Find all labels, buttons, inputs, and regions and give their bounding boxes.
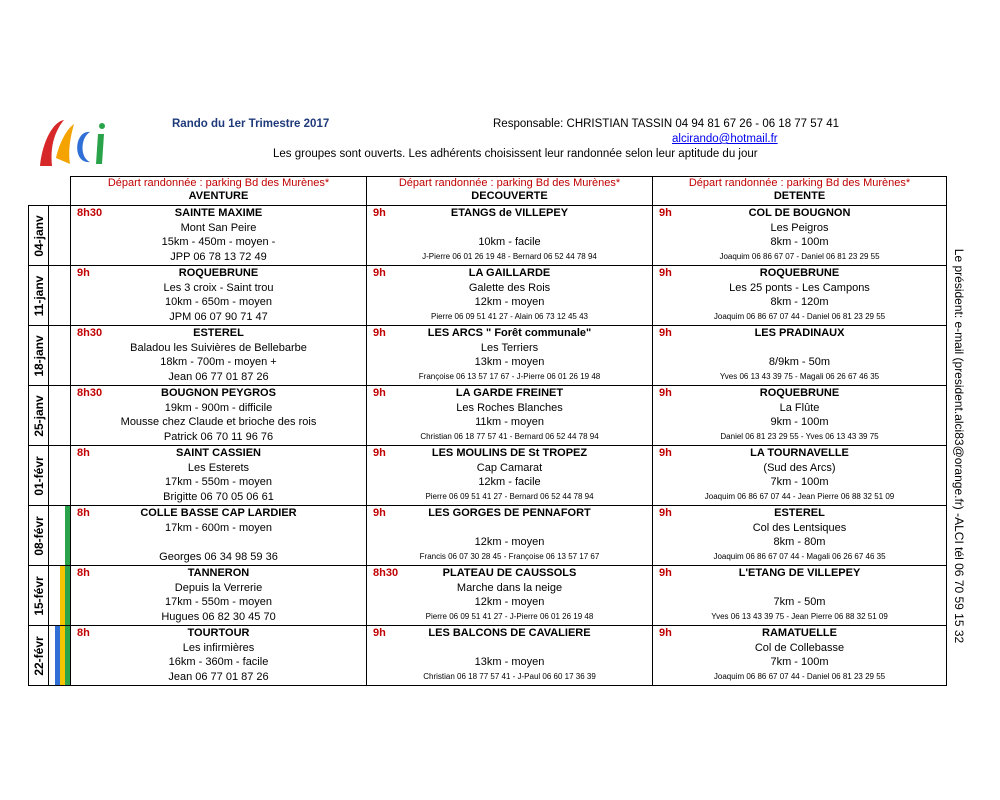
color-strip-cell (49, 266, 71, 326)
hike-detail (367, 641, 652, 656)
color-strip-cell (49, 626, 71, 686)
date-cell (29, 206, 49, 266)
column-header-decouverte: Départ randonnée : parking Bd des Murènes* DECOUVERTE (367, 177, 653, 206)
hike-detail: Les 3 croix - Saint trou (163, 281, 274, 294)
date-cell (29, 566, 49, 626)
hike-detail: Les Peigros (770, 221, 829, 234)
hike-cell (653, 626, 947, 686)
hike-name: LA GARDE FREINET (455, 387, 564, 399)
hike-cell (367, 566, 653, 626)
hike-detail: 17km - 550m - moyen (165, 476, 272, 489)
column-header-row (29, 177, 947, 206)
hike-cell (367, 626, 653, 686)
hike-contact: Hugues 06 82 30 45 70 (161, 611, 276, 624)
departure-time: 9h (373, 447, 386, 459)
date-cell (29, 506, 49, 566)
hike-detail: Les Roches Blanches (456, 401, 563, 414)
hike-detail: 7km - 100m (770, 656, 829, 669)
logo-letter-i (96, 134, 104, 164)
hike-cell (367, 206, 653, 266)
hike-name: ETANGS de VILLEPEY (450, 207, 569, 219)
color-strip-cell (49, 206, 71, 266)
hike-detail: Baladou les Suivières de Bellebarbe (130, 341, 307, 354)
hike-cell (653, 506, 947, 566)
hike-detail: 8/9km - 50m (768, 356, 831, 369)
hike-detail: Mont San Peire (180, 221, 257, 234)
email-link[interactable]: alcirando@hotmail.fr (672, 133, 778, 145)
hike-name: COL DE BOUGNON (748, 207, 851, 219)
hike-contact: Christian 06 18 77 57 41 - J-Paul 06 60 17 36 39 (423, 672, 596, 682)
date-cell (29, 626, 49, 686)
hike-detail (653, 341, 946, 356)
logo-letter-c (77, 132, 90, 162)
hike-name: L'ETANG DE VILLEPEY (738, 567, 861, 579)
hike-detail: 13km - moyen (474, 656, 545, 669)
hike-detail: 18km - 700m - moyen + (160, 356, 277, 369)
column-header-detente: Départ randonnée : parking Bd des Murènes* DETENTE (653, 177, 947, 206)
departure-time: 8h (77, 447, 90, 459)
hike-name: ESTEREL (774, 507, 825, 519)
hike-cell (71, 326, 367, 386)
hike-cell (653, 206, 947, 266)
hike-cell (653, 266, 947, 326)
color-strip (65, 506, 70, 565)
schedule-row (29, 626, 947, 686)
date-cell (29, 326, 49, 386)
hike-detail: Les Terriers (480, 341, 539, 354)
hike-name: ROQUEBRUNE (759, 387, 840, 399)
hike-cell (71, 566, 367, 626)
hike-name: LA TOURNAVELLE (750, 447, 849, 459)
color-strip-cell (49, 386, 71, 446)
hike-cell (653, 446, 947, 506)
hike-detail: Les infirmières (182, 641, 255, 654)
departure-time: 9h (373, 327, 386, 339)
departure-time: 9h (373, 267, 386, 279)
hike-detail: Les Esterets (187, 461, 250, 474)
hike-detail: 7km - 100m (770, 476, 829, 489)
hike-detail (71, 535, 366, 550)
hike-contact: J-Pierre 06 01 26 19 48 - Bernard 06 52 44 78 94 (422, 252, 597, 262)
hike-detail: La Flûte (779, 401, 820, 414)
hike-detail: 9km - 100m (770, 416, 829, 429)
hike-contact: Françoise 06 13 57 17 67 - J-Pierre 06 01 26 19 48 (418, 372, 601, 382)
hike-detail: 11km - moyen (475, 416, 544, 429)
hike-contact: Joaquim 06 86 67 07 - Daniel 06 81 23 29 55 (719, 252, 880, 262)
hike-name: BOUGNON PEYGROS (161, 387, 276, 399)
schedule-row (29, 326, 947, 386)
schedule-row (29, 206, 947, 266)
hike-cell (367, 266, 653, 326)
color-strip-cell (49, 566, 71, 626)
hike-detail: 8km - 120m (770, 296, 829, 309)
hike-detail: Col de Collebasse (754, 641, 845, 654)
hike-name: ROQUEBRUNE (759, 267, 840, 279)
hike-contact: JPM 06 07 90 71 47 (169, 311, 268, 324)
hike-cell (71, 206, 367, 266)
hike-detail: 12km - facile (478, 476, 541, 489)
hike-contact: Joaquim 06 86 67 07 44 - Daniel 06 81 23 29 55 (713, 312, 886, 322)
hike-name: LES BALCONS DE CAVALIERE (428, 627, 591, 639)
date-label: 22-févr (31, 635, 46, 676)
departure-time: 8h30 (77, 387, 103, 399)
hike-contact: Jean 06 77 01 87 26 (168, 371, 269, 384)
departure-time: 8h (77, 507, 90, 519)
hike-detail (367, 221, 652, 236)
color-strip-cell (49, 446, 71, 506)
hike-detail: (Sud des Arcs) (763, 461, 836, 474)
hike-contact: Pierre 06 09 51 41 27 - Bernard 06 52 44 78 94 (425, 492, 594, 502)
hike-detail: 10km - 650m - moyen (165, 296, 272, 309)
hike-name: LES PRADINAUX (754, 327, 845, 339)
hike-name: TOURTOUR (187, 627, 250, 639)
hike-detail: 17km - 550m - moyen (165, 596, 272, 609)
hike-cell (71, 446, 367, 506)
hike-contact: JPP 06 78 13 72 49 (170, 251, 267, 264)
hike-cell (367, 386, 653, 446)
departure-time: 9h (77, 267, 90, 279)
departure-time: 9h (659, 507, 672, 519)
hike-detail (653, 581, 946, 596)
hike-detail: Galette des Rois (468, 281, 551, 294)
hike-detail: 8km - 100m (770, 236, 829, 249)
hike-cell (71, 626, 367, 686)
hike-contact: Brigitte 06 70 05 06 61 (163, 491, 274, 504)
hike-detail: 19km - 900m - difficile (164, 401, 273, 414)
hike-cell (653, 566, 947, 626)
hike-name: COLLE BASSE CAP LARDIER (140, 507, 297, 519)
hike-detail (367, 521, 652, 536)
hike-detail: Cap Camarat (476, 461, 543, 474)
hike-detail: 15km - 450m - moyen - (161, 236, 276, 249)
hike-contact: Joaquim 06 86 67 07 44 - Jean Pierre 06 88 32 51 09 (704, 492, 895, 502)
hike-detail: 7km - 50m (773, 596, 826, 609)
hike-detail: 10km - facile (478, 236, 541, 249)
hike-contact: Yves 06 13 43 39 75 - Jean Pierre 06 88 32 51 09 (711, 612, 888, 622)
hike-name: SAINTE MAXIME (174, 207, 263, 219)
hike-name: LES ARCS " Forêt communale" (427, 327, 592, 339)
schedule-row (29, 506, 947, 566)
color-strip (65, 566, 70, 625)
departure-time: 9h (659, 447, 672, 459)
hike-cell (367, 506, 653, 566)
hike-cell (71, 266, 367, 326)
hike-name: SAINT CASSIEN (176, 447, 261, 459)
groups-note: Les groupes sont ouverts. Les adhérents choisissent leur randonnée selon leur aptitude du jour (273, 148, 758, 160)
schedule-table (28, 176, 947, 686)
hike-name: TANNERON (187, 567, 250, 579)
date-label: 25-janv (31, 394, 46, 437)
departure-time: 9h (373, 387, 386, 399)
hike-detail: Col des Lentsiques (752, 521, 847, 534)
hike-cell (71, 506, 367, 566)
departure-time: 8h (77, 627, 90, 639)
hike-detail: Mousse chez Claude et brioche des rois (120, 416, 317, 429)
hike-name: RAMATUELLE (762, 627, 837, 639)
departure-time: 8h (77, 567, 90, 579)
hike-name: ESTEREL (193, 327, 244, 339)
logo-letter-l (56, 124, 74, 164)
hike-contact: Daniel 06 81 23 29 55 - Yves 06 13 43 39 75 (720, 432, 879, 442)
hike-cell (653, 326, 947, 386)
hike-cell (71, 386, 367, 446)
hike-cell (653, 386, 947, 446)
logo-dot (99, 123, 105, 129)
date-cell (29, 386, 49, 446)
hike-name: PLATEAU DE CAUSSOLS (442, 567, 577, 579)
departure-time: 9h (659, 207, 672, 219)
hike-name: LES MOULINS DE St TROPEZ (431, 447, 588, 459)
hike-contact: Yves 06 13 43 39 75 - Magali 06 26 67 46 35 (719, 372, 880, 382)
departure-time: 9h (659, 567, 672, 579)
schedule-row (29, 566, 947, 626)
hike-name: LES GORGES DE PENNAFORT (428, 507, 591, 519)
hike-contact: Jean 06 77 01 87 26 (168, 671, 269, 684)
hike-contact: Pierre 06 09 51 41 27 - J-Pierre 06 01 26 19 48 (425, 612, 594, 622)
schedule-row (29, 266, 947, 326)
date-label: 04-janv (31, 214, 46, 257)
hike-contact: Joaquim 06 86 67 07 44 - Magali 06 26 67 46 35 (713, 552, 886, 562)
departure-time: 9h (373, 207, 386, 219)
hike-cell (367, 446, 653, 506)
hike-contact: Pierre 06 09 51 41 27 - Alain 06 73 12 45 43 (430, 312, 588, 322)
hike-contact: Christian 06 18 77 57 41 - Bernard 06 52 44 78 94 (420, 432, 599, 442)
color-strip-cell (49, 326, 71, 386)
page-title: Rando du 1er Trimestre 2017 (172, 118, 330, 130)
date-cell (29, 266, 49, 326)
hike-detail: Marche dans la neige (456, 581, 563, 594)
departure-time: 8h30 (373, 567, 399, 579)
column-header-aventure: Départ randonnée : parking Bd des Murènes* AVENTURE (71, 177, 367, 206)
color-strip-cell (49, 506, 71, 566)
hike-contact: Georges 06 34 98 59 36 (159, 551, 278, 564)
date-label: 01-févr (31, 455, 46, 496)
hike-detail: 16km - 360m - facile (168, 656, 269, 669)
departure-time: 9h (373, 627, 386, 639)
date-cell (29, 446, 49, 506)
departure-time: 8h30 (77, 327, 103, 339)
date-label: 08-févr (31, 515, 46, 556)
hike-name: ROQUEBRUNE (178, 267, 259, 279)
departure-time: 9h (373, 507, 386, 519)
departure-time: 9h (659, 627, 672, 639)
responsable-line: Responsable: CHRISTIAN TASSIN 04 94 81 67 26 - 06 18 77 57 41 (493, 118, 840, 130)
date-label: 18-janv (31, 334, 46, 377)
hike-detail: 13km - moyen (474, 356, 545, 369)
departure-time: 9h (659, 327, 672, 339)
departure-time: 9h (659, 267, 672, 279)
hike-detail: Depuis la Verrerie (174, 581, 263, 594)
schedule-row (29, 386, 947, 446)
hike-name: LA GAILLARDE (468, 267, 551, 279)
hike-contact: Joaquim 06 86 67 07 44 - Daniel 06 81 23 29 55 (713, 672, 886, 682)
alci-logo (34, 114, 114, 172)
date-label: 15-févr (31, 575, 46, 616)
hike-detail: 12km - moyen (474, 536, 545, 549)
hike-contact: Patrick 06 70 11 96 76 (163, 431, 274, 444)
hike-detail: 12km - moyen (474, 296, 545, 309)
departure-time: 9h (659, 387, 672, 399)
color-strip (65, 626, 70, 685)
president-contact: Le président: e-mail (president.alci83@orange.fr) -ALCI tél 06 70 59 15 32 (952, 248, 966, 644)
schedule-row (29, 446, 947, 506)
hike-contact: Francis 06 07 30 28 45 - Françoise 06 13 57 17 67 (419, 552, 600, 562)
hike-detail: 12km - moyen (474, 596, 545, 609)
hike-detail: 17km - 600m - moyen (165, 521, 272, 534)
hike-detail: 8km - 80m (773, 536, 826, 549)
hike-detail: Les 25 ponts - Les Campons (729, 281, 870, 294)
hike-cell (367, 326, 653, 386)
departure-time: 8h30 (77, 207, 103, 219)
date-label: 11-janv (31, 275, 46, 316)
